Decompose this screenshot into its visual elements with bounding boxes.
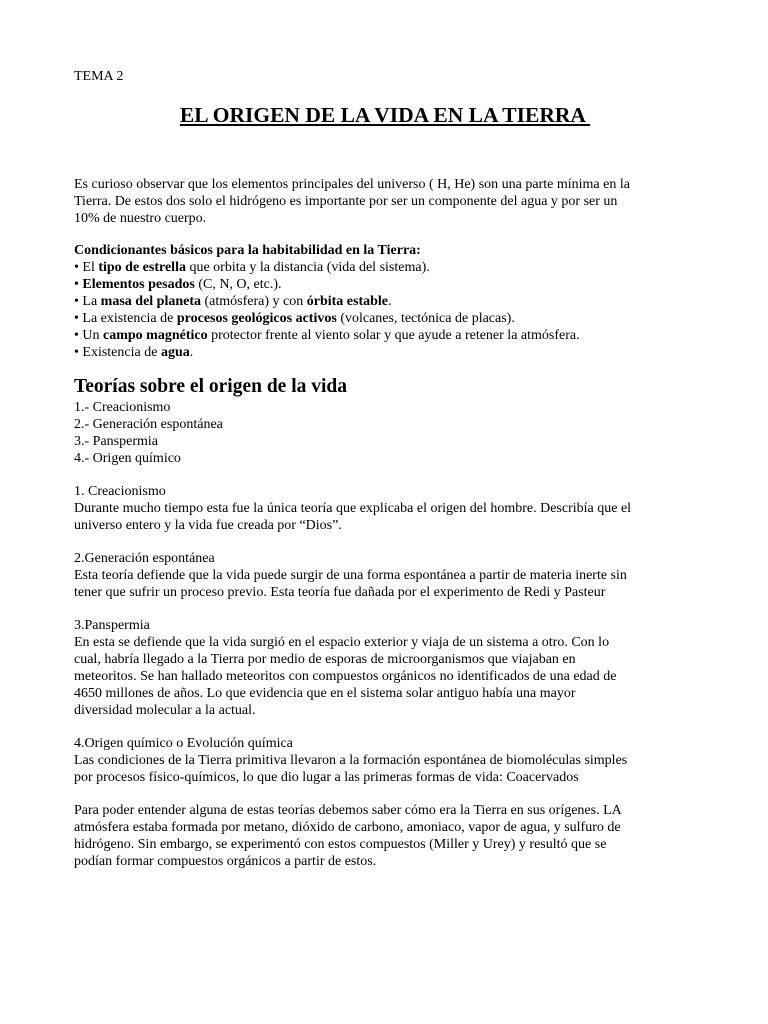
- list-item: 1.- Creacionismo: [74, 400, 171, 415]
- section-line: atmósfera estaba formada por metano, dióxido de carbono, amoniaco, vapor de agua, y sulfuro de: [74, 820, 621, 835]
- theories-list: [74, 399, 696, 467]
- list-item: 3.- Panspermia: [74, 434, 158, 449]
- section-heading: 2.Generación espontánea: [74, 551, 215, 566]
- condition-item: • El tipo de estrella que orbita y la distancia (vida del sistema).: [74, 260, 430, 275]
- creacionismo-section: [74, 483, 696, 534]
- final-paragraph: [74, 802, 696, 870]
- section-line: podían formar compuestos orgánicos a partir de estos.: [74, 854, 377, 869]
- intro-line: Es curioso observar que los elementos principales del universo ( H, He) son una parte mínima en la: [74, 177, 630, 192]
- condition-item: • Elementos pesados (C, N, O, etc.).: [74, 277, 282, 292]
- list-item: 2.- Generación espontánea: [74, 417, 223, 432]
- tema-label: TEMA 2: [74, 69, 124, 84]
- generacion-section: [74, 550, 696, 601]
- section-heading: 1. Creacionismo: [74, 484, 166, 499]
- condition-item: • Un campo magnético protector frente al viento solar y que ayude a retener la atmósfera.: [74, 328, 580, 343]
- conditions-heading: Condicionantes básicos para la habitabilidad en la Tierra:: [74, 243, 421, 258]
- section-heading: 4.Origen químico o Evolución química: [74, 736, 293, 751]
- theories-heading: Teorías sobre el origen de la vida: [74, 376, 347, 397]
- panspermia-section: [74, 617, 696, 719]
- section-line: Durante mucho tiempo esta fue la única teoría que explicaba el origen del hombre. Describía que el: [74, 501, 632, 516]
- section-line: Esta teoría defiende que la vida puede surgir de una forma espontánea a partir de materia inerte sin: [74, 568, 627, 583]
- condition-item: • Existencia de agua.: [74, 345, 194, 360]
- section-line: diversidad molecular a la actual.: [74, 703, 256, 718]
- section-line: En esta se defiende que la vida surgió en el espacio exterior y viaja de un sistema a otro. Con lo: [74, 635, 610, 650]
- list-item: 4.- Origen químico: [74, 451, 181, 466]
- section-heading: 3.Panspermia: [74, 618, 150, 633]
- intro-line: 10% de nuestro cuerpo.: [74, 211, 207, 226]
- section-line: 4650 millones de años. Lo que evidencia que en el sistema solar antiguo había una mayor: [74, 686, 576, 701]
- section-line: meteoritos. Se han hallado meteoritos con compuestos orgánicos no identificados de una edad de: [74, 669, 617, 684]
- section-line: universo entero y la vida fue creada por “Dios”.: [74, 518, 342, 533]
- section-line: Para poder entender alguna de estas teorías debemos saber cómo era la Tierra en sus orígenes. LA: [74, 803, 622, 818]
- conditions-section: [74, 242, 696, 361]
- condition-item: • La masa del planeta (atmósfera) y con órbita estable.: [74, 294, 392, 309]
- section-line: Las condiciones de la Tierra primitiva llevaron a la formación espontánea de biomoléculas simples: [74, 753, 628, 768]
- condition-item: • La existencia de procesos geológicos activos (volcanes, tectónica de placas).: [74, 311, 515, 326]
- intro-line: Tierra. De estos dos solo el hidrógeno es importante por ser un componente del agua y por ser un: [74, 194, 618, 209]
- section-line: hidrógeno. Sin embargo, se experimentó con estos compuestos (Miller y Urey) y resultó que se: [74, 837, 607, 852]
- section-line: por procesos físico-químicos, lo que dio lugar a las primeras formas de vida: Coacervados: [74, 770, 579, 785]
- section-line: tener que sufrir un proceso previo. Esta teoría fue dañada por el experimento de Redi y Pasteur: [74, 585, 606, 600]
- section-line: cual, habría llegado a la Tierra por medio de esporas de microorganismos que viajaban en: [74, 652, 576, 667]
- intro-paragraph: [74, 176, 696, 227]
- page-title: EL ORIGEN DE LA VIDA EN LA TIERRA: [179, 103, 591, 127]
- quimico-section: [74, 735, 696, 786]
